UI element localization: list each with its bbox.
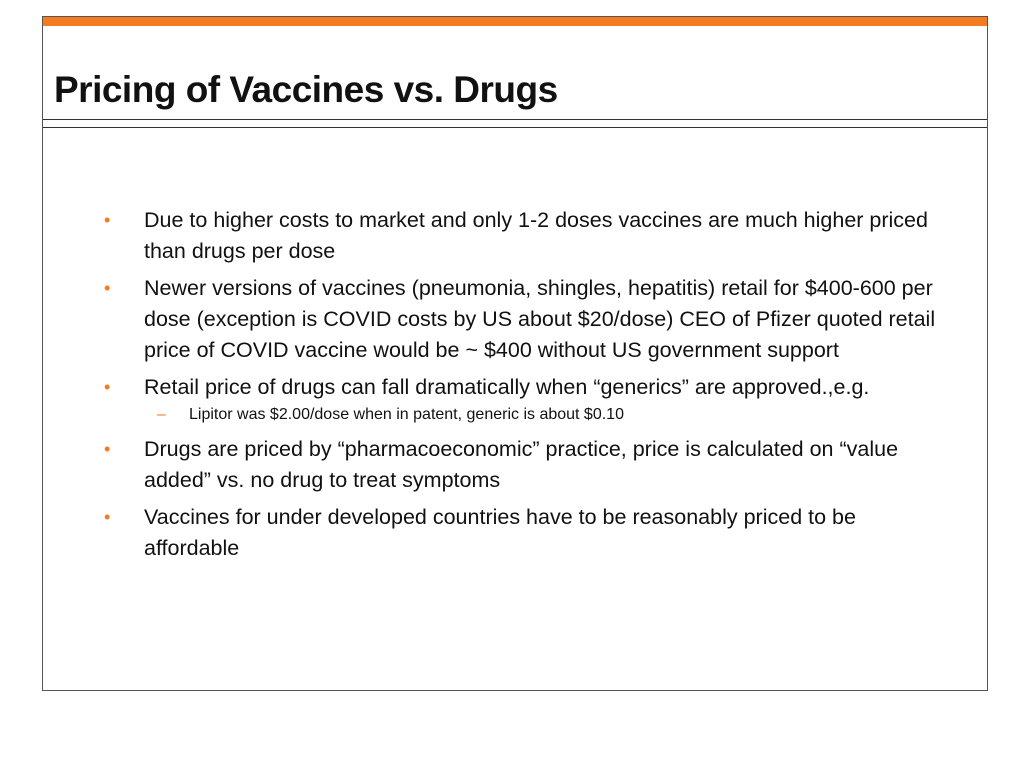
title-divider-top: [43, 119, 987, 120]
bullet-dot-icon: •: [104, 377, 111, 397]
bullet-item: [43, 434, 987, 496]
bullet-dot-icon: •: [104, 210, 111, 230]
bullet-text: Retail price of drugs can fall dramatically when “generics” are approved.,e.g.: [144, 375, 870, 399]
bullet-dot-icon: •: [104, 507, 111, 527]
slide-title: Pricing of Vaccines vs. Drugs: [54, 69, 558, 110]
bullet-text: Vaccines for under developed countries have to be reasonably priced to be affordable: [144, 505, 856, 560]
sub-bullet-item: [43, 404, 987, 426]
bullet-item: [43, 205, 987, 267]
bullet-item: [43, 502, 987, 564]
bullet-item: [43, 273, 987, 366]
bullet-text: Drugs are priced by “pharmacoeconomic” practice, price is calculated on “value added” vs. no drug to treat symptoms: [144, 437, 899, 492]
bullet-text: Newer versions of vaccines (pneumonia, shingles, hepatitis) retail for $400-600 per dose (exception is COVID costs by US about $20/dose) CEO of Pfizer quoted retail price of COVID vaccine would be ~ $400 without US government support: [144, 276, 936, 362]
accent-bar: [43, 17, 987, 26]
bullet-item: [43, 372, 987, 403]
bullet-dot-icon: •: [104, 439, 111, 459]
bullet-dot-icon: •: [104, 278, 111, 298]
slide: [42, 16, 988, 691]
title-divider-bottom: [43, 127, 987, 128]
dash-icon: –: [157, 406, 166, 423]
sub-bullet-text: Lipitor was $2.00/dose when in patent, generic is about $0.10: [189, 406, 624, 423]
bullet-list: [43, 205, 987, 570]
bullet-text: Due to higher costs to market and only 1-2 doses vaccines are much higher priced than drugs per dose: [144, 208, 928, 263]
